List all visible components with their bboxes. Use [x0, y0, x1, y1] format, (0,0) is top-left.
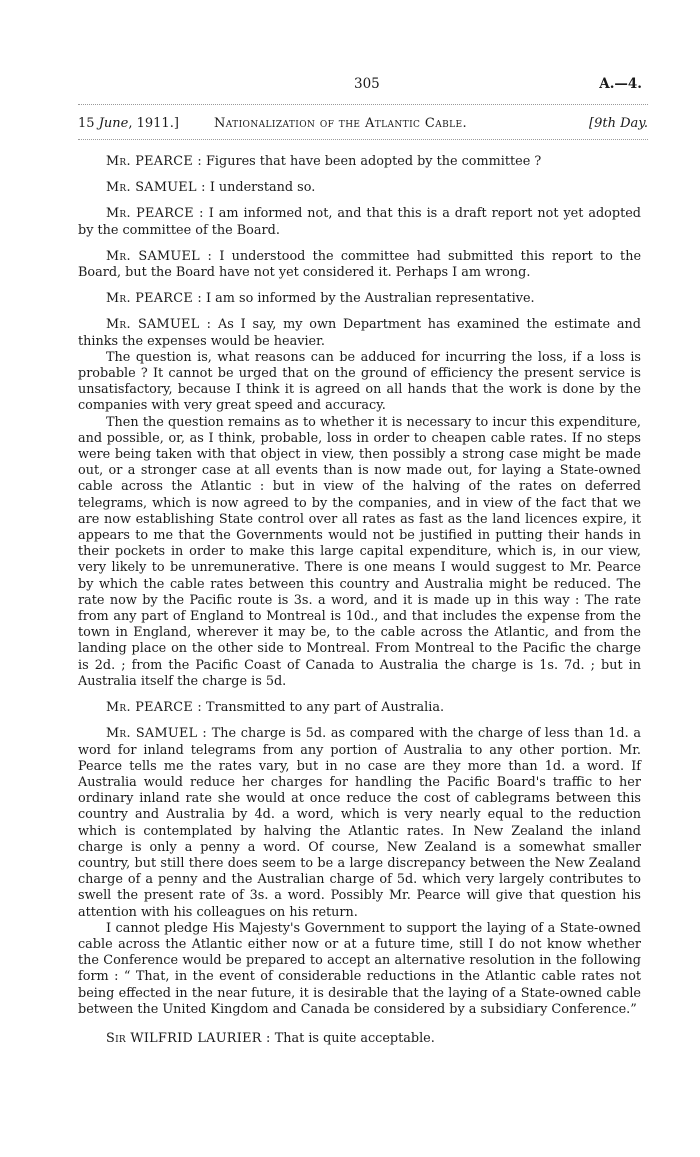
header-title: Nationalization of the Atlantic Cable. — [214, 116, 467, 131]
paragraph-text: That is quite acceptable. — [274, 1030, 435, 1046]
paragraph — [78, 291, 641, 307]
speaker-name: Mr. PEARCE : — [106, 206, 204, 222]
header-date — [78, 116, 179, 131]
speaker-name: Mr. PEARCE : — [106, 700, 202, 716]
paragraph-text: I am informed not, and that this is a draft report not yet adopted by the committee of the Board. — [78, 206, 641, 238]
paragraph — [78, 180, 641, 196]
paragraph — [78, 317, 641, 349]
speaker-name: Mr. PEARCE : — [106, 291, 202, 307]
paragraph-text: Then the question remains as to whether it is necessary to incur this expenditure, and possible, or, as I think, probable, loss in order to cheapen cable rates. If no steps were being taken with that object in view, then possibly a strong case might be made out, or a stronger case at all events than is now made out, for laying a State-owned cable across the Atlantic : but in view of the halving of the rates on deferred telegrams, which is now agreed to by the companies, and in view of the fact that we are now establishing State control over all rates as fast as the land licences expire, it appears to me that the Governments would not be justified in putting their hands in their pockets in order to make this large capital expenditure, which is, in our view, very likely to be unremunerative. There is one means I would suggest to Mr. Pearce by which the cable rates between this country and Australia might be reduced. The rate now by the Pacific route is 3s. a word, and it is made up in this way : The rate from any part of England to Montreal is 10d., and that includes the expense from the town in England, wherever it may be, to the cable across the Atlantic, and from the landing place on the other side to Montreal. From Montreal to the Pacific the charge is 2d. ; from the Pacific Coast of Canada to Australia the charge is 1s. 7d. ; but in Australia itself the charge is 5d. — [78, 414, 641, 689]
speaker-name: Mr. SAMUEL : — [106, 317, 212, 333]
speaker-name: Mr. SAMUEL : — [106, 248, 213, 264]
paragraph — [78, 249, 641, 281]
paragraph-text: Transmitted to any part of Australia. — [206, 700, 445, 716]
paragraph — [78, 206, 641, 238]
date-month: June — [98, 116, 129, 131]
paragraph — [78, 921, 641, 1018]
paragraph-text: I cannot pledge His Majesty's Government to support the laying of a State-owned cable across the Atlantic either now or at a future time, still I do not know whether the Conference would be prepared to accept an alternative resolution in the following form : “ That, in the event of considerable reductions in the Atlantic cable rates not being effected in the near future, it is desirable that the laying of a State-owned cable between the United Kingdom and Canada be considered by a subsidiary Conference.” — [78, 920, 641, 1017]
paragraph-text: Figures that have been adopted by the committee ? — [206, 154, 542, 169]
paragraph — [78, 154, 641, 170]
header-rule-top — [78, 104, 648, 105]
paragraph — [78, 415, 641, 690]
page-number: 305 — [354, 76, 380, 92]
paragraph-text: As I say, my own Department has examined the estimate and thinks the expenses would be heavier. — [78, 317, 641, 349]
document-code: A.—4. — [599, 76, 642, 92]
date-day: 15 — [78, 116, 95, 131]
paragraph — [78, 700, 641, 716]
speaker-name: Mr. SAMUEL : — [106, 726, 208, 742]
speaker-name: Mr. PEARCE : — [106, 154, 202, 169]
page-header — [0, 76, 700, 96]
speaker-name: Mr. SAMUEL : — [106, 180, 206, 196]
paragraph — [78, 350, 641, 415]
header-rule-bottom — [78, 139, 648, 140]
paragraph-text: I understand so. — [209, 180, 316, 196]
paragraph — [78, 726, 641, 920]
proceedings-text — [78, 154, 641, 1047]
paragraph-text: I am so informed by the Australian representative. — [206, 291, 535, 307]
date-year: , 1911.] — [128, 116, 179, 131]
speaker-name: Sir WILFRID LAURIER : — [106, 1030, 271, 1046]
paragraph — [78, 1031, 641, 1047]
header-day: [9th Day. — [589, 116, 648, 131]
paragraph-text: I understood the committee had submitted this report to the Board, but the Board have not yet considered it. Perhaps I am wrong. — [78, 248, 642, 281]
paragraph-text: The question is, what reasons can be adduced for incurring the loss, if a loss is probable ? It cannot be urged that on the ground of efficiency the present service is unsatisfactory, because I think it is agreed on all hands that the work is done by the companies with very great speed and accuracy. — [78, 349, 641, 414]
running-head — [78, 116, 648, 134]
paragraph-text: The charge is 5d. as compared with the charge of less than 1d. a word for inland telegrams from any portion of Australia to any other portion. Mr. Pearce tells me the rates vary, but in no case are they more than 1d. a word. If Australia would reduce her charges for handling the Pacific Board's traffic to her ordinary inland rate she would at once reduce the cost of cablegrams between this country and Australia by 4d. a word, which is very nearly equal to the reduction which is contemplated by halving the Atlantic rates. In New Zealand the inland charge is only a penny a word. Of course, New Zealand is a somewhat smaller country, but still there does seem to be a large discrepancy between the New Zealand charge of a penny and the Australian charge of 5d. which very largely contributes to swell the present rate of 3s. a word. Possibly Mr. Pearce will give that question his attention with his colleagues on his return. — [78, 726, 641, 920]
